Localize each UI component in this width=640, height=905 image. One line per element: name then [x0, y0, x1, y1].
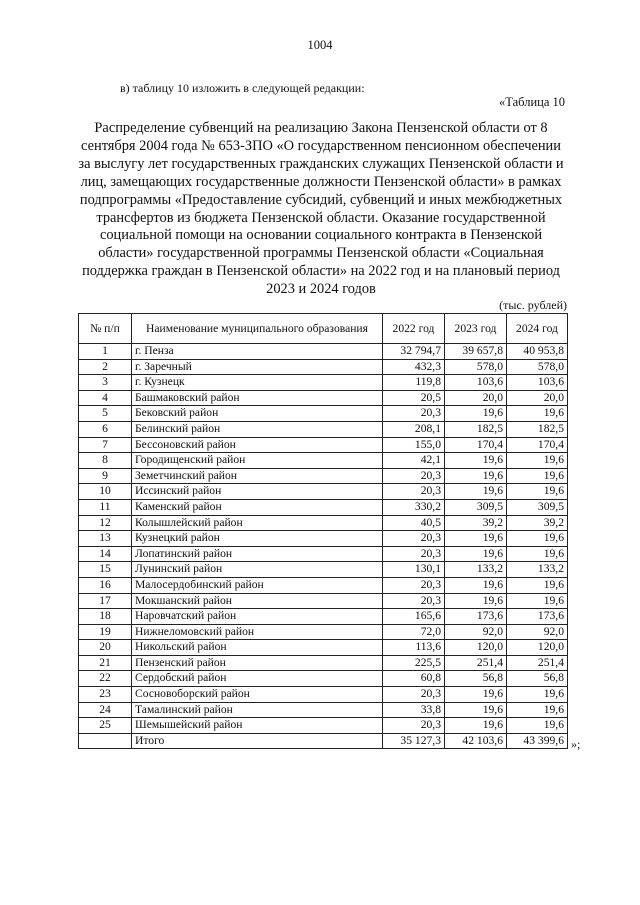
cell-name: Сосновоборский район — [132, 687, 383, 703]
table-row — [79, 718, 568, 734]
table-row — [79, 515, 568, 531]
cell-2023: 39 657,8 — [445, 344, 507, 360]
cell-2024: 578,0 — [507, 359, 568, 375]
cell-2022: 119,8 — [383, 375, 445, 391]
cell-2023: 251,4 — [445, 655, 507, 671]
header-2024: 2024 год — [507, 314, 568, 344]
cell-num: 9 — [79, 468, 132, 484]
cell-num: 12 — [79, 515, 132, 531]
cell-num: 8 — [79, 453, 132, 469]
cell-num: 4 — [79, 390, 132, 406]
table-row — [79, 359, 568, 375]
cell-2024: 19,6 — [507, 531, 568, 547]
cell-name: Пензенский район — [132, 655, 383, 671]
cell-2024: 19,6 — [507, 718, 568, 734]
document-heading: Распределение субвенций на реализацию Закона Пензенской области от 8 сентября 2004 года № 653-ЗПО «О государственном пенсионном обеспечении за выслугу лет государственных гражданских служащих Пензенской области и лиц, замещающих государственные должности Пензенской области» в рамках подпрограммы «Предоставление субсидий, субвенций и иных межбюджетных трансфертов из бюджета Пензенской области. Оказание государственной социальной помощи на основании социального контракта в Пензенской области» государственной программы Пензенской области «Социальная поддержка граждан в Пензенской области» на 2022 год и на плановый период 2023 и 2024 годов — [78, 120, 564, 298]
total-row — [79, 733, 568, 749]
cell-name: Башмаковский район — [132, 390, 383, 406]
table-row — [79, 484, 568, 500]
cell-2023: 173,6 — [445, 609, 507, 625]
cell-2024: 19,6 — [507, 577, 568, 593]
cell-2022: 20,5 — [383, 390, 445, 406]
cell-2023: 19,6 — [445, 484, 507, 500]
cell-2023: 19,6 — [445, 577, 507, 593]
cell-num: 24 — [79, 702, 132, 718]
header-num: № п/п — [79, 314, 132, 344]
table-row — [79, 609, 568, 625]
table-body — [79, 344, 568, 749]
cell-name: Колышлейский район — [132, 515, 383, 531]
table-row — [79, 499, 568, 515]
cell-2024: 19,6 — [507, 687, 568, 703]
cell-2024: 170,4 — [507, 437, 568, 453]
cell-2024: 103,6 — [507, 375, 568, 391]
cell-2024: 19,6 — [507, 593, 568, 609]
page-number: 1004 — [307, 38, 333, 52]
cell-2023: 120,0 — [445, 640, 507, 656]
table-row — [79, 655, 568, 671]
cell-2024: 173,6 — [507, 609, 568, 625]
cell-num: 25 — [79, 718, 132, 734]
cell-num — [79, 733, 132, 749]
cell-2022: 32 794,7 — [383, 344, 445, 360]
cell-num: 10 — [79, 484, 132, 500]
cell-2022: 72,0 — [383, 624, 445, 640]
cell-2023: 19,6 — [445, 406, 507, 422]
cell-name: Белинский район — [132, 421, 383, 437]
units-label: (тыс. рублей) — [499, 298, 567, 312]
cell-2024: 309,5 — [507, 499, 568, 515]
cell-2022: 130,1 — [383, 562, 445, 578]
cell-num: 15 — [79, 562, 132, 578]
closing-quote: »; — [571, 737, 581, 751]
cell-2024: 19,6 — [507, 702, 568, 718]
table-row — [79, 671, 568, 687]
table-row — [79, 344, 568, 360]
cell-2023: 39,2 — [445, 515, 507, 531]
table-row — [79, 437, 568, 453]
table-row — [79, 390, 568, 406]
cell-num: 22 — [79, 671, 132, 687]
table-row — [79, 375, 568, 391]
cell-2022: 330,2 — [383, 499, 445, 515]
cell-name: Кузнецкий район — [132, 531, 383, 547]
table-row — [79, 562, 568, 578]
cell-num: 5 — [79, 406, 132, 422]
cell-2023: 309,5 — [445, 499, 507, 515]
cell-name: Сердобский район — [132, 671, 383, 687]
cell-name: г. Пенза — [132, 344, 383, 360]
cell-2024: 133,2 — [507, 562, 568, 578]
cell-2022: 20,3 — [383, 687, 445, 703]
cell-name: Иссинский район — [132, 484, 383, 500]
cell-name: Тамалинский район — [132, 702, 383, 718]
cell-num: 2 — [79, 359, 132, 375]
cell-2022: 165,6 — [383, 609, 445, 625]
cell-num: 23 — [79, 687, 132, 703]
cell-name: Бессоновский район — [132, 437, 383, 453]
cell-num: 14 — [79, 546, 132, 562]
cell-2024: 251,4 — [507, 655, 568, 671]
cell-2023: 133,2 — [445, 562, 507, 578]
cell-num: 19 — [79, 624, 132, 640]
cell-2024: 19,6 — [507, 406, 568, 422]
cell-2022: 35 127,3 — [383, 733, 445, 749]
cell-2024: 19,6 — [507, 484, 568, 500]
cell-name: Нижнеломовский район — [132, 624, 383, 640]
cell-2022: 20,3 — [383, 577, 445, 593]
cell-2023: 19,6 — [445, 718, 507, 734]
cell-2023: 20,0 — [445, 390, 507, 406]
cell-num: 16 — [79, 577, 132, 593]
table-row — [79, 531, 568, 547]
cell-2023: 56,8 — [445, 671, 507, 687]
cell-2022: 20,3 — [383, 718, 445, 734]
cell-name: Лунинский район — [132, 562, 383, 578]
amendment-intro: в) таблицу 10 изложить в следующей редакции: — [120, 81, 365, 95]
cell-name: г. Заречный — [132, 359, 383, 375]
cell-2023: 182,5 — [445, 421, 507, 437]
cell-2024: 56,8 — [507, 671, 568, 687]
cell-name: Лопатинский район — [132, 546, 383, 562]
cell-2024: 40 953,8 — [507, 344, 568, 360]
cell-2024: 43 399,6 — [507, 733, 568, 749]
cell-2022: 20,3 — [383, 531, 445, 547]
cell-name: Мокшанский район — [132, 593, 383, 609]
table-row — [79, 468, 568, 484]
cell-2022: 40,5 — [383, 515, 445, 531]
cell-2023: 578,0 — [445, 359, 507, 375]
cell-2023: 103,6 — [445, 375, 507, 391]
table-row — [79, 593, 568, 609]
cell-num: 17 — [79, 593, 132, 609]
cell-name: Наровчатский район — [132, 609, 383, 625]
cell-num: 6 — [79, 421, 132, 437]
cell-num: 11 — [79, 499, 132, 515]
cell-name: Малосердобинский район — [132, 577, 383, 593]
cell-2022: 20,3 — [383, 593, 445, 609]
header-name: Наименование муниципального образования — [132, 314, 383, 344]
cell-2023: 19,6 — [445, 468, 507, 484]
cell-2024: 19,6 — [507, 453, 568, 469]
cell-2022: 20,3 — [383, 484, 445, 500]
cell-2024: 19,6 — [507, 546, 568, 562]
cell-2023: 19,6 — [445, 687, 507, 703]
cell-name: г. Кузнецк — [132, 375, 383, 391]
table-row — [79, 640, 568, 656]
table-row — [79, 702, 568, 718]
cell-2024: 20,0 — [507, 390, 568, 406]
cell-2022: 33,8 — [383, 702, 445, 718]
cell-name: Земетчинский район — [132, 468, 383, 484]
cell-2022: 155,0 — [383, 437, 445, 453]
header-2022: 2022 год — [383, 314, 445, 344]
cell-name: Итого — [132, 733, 383, 749]
cell-2023: 19,6 — [445, 453, 507, 469]
cell-2022: 20,3 — [383, 546, 445, 562]
header-2023: 2023 год — [445, 314, 507, 344]
cell-2024: 182,5 — [507, 421, 568, 437]
cell-num: 21 — [79, 655, 132, 671]
cell-2022: 225,5 — [383, 655, 445, 671]
cell-2023: 170,4 — [445, 437, 507, 453]
table-row — [79, 406, 568, 422]
cell-2024: 120,0 — [507, 640, 568, 656]
cell-2023: 92,0 — [445, 624, 507, 640]
cell-name: Каменский район — [132, 499, 383, 515]
table-row — [79, 577, 568, 593]
cell-2022: 208,1 — [383, 421, 445, 437]
table-reference: «Таблица 10 — [499, 95, 565, 109]
cell-num: 7 — [79, 437, 132, 453]
cell-2022: 113,6 — [383, 640, 445, 656]
cell-num: 13 — [79, 531, 132, 547]
cell-2023: 19,6 — [445, 593, 507, 609]
cell-num: 20 — [79, 640, 132, 656]
cell-name: Никольский район — [132, 640, 383, 656]
cell-2022: 20,3 — [383, 406, 445, 422]
cell-2022: 60,8 — [383, 671, 445, 687]
table-row — [79, 687, 568, 703]
cell-2023: 19,6 — [445, 531, 507, 547]
table-row — [79, 624, 568, 640]
table-header-row — [79, 314, 568, 344]
table-row — [79, 546, 568, 562]
cell-2024: 39,2 — [507, 515, 568, 531]
cell-2024: 19,6 — [507, 468, 568, 484]
cell-2022: 20,3 — [383, 468, 445, 484]
cell-2022: 432,3 — [383, 359, 445, 375]
cell-name: Шемышейский район — [132, 718, 383, 734]
cell-num: 3 — [79, 375, 132, 391]
cell-2023: 19,6 — [445, 546, 507, 562]
subvention-table — [78, 313, 568, 749]
cell-name: Бековский район — [132, 406, 383, 422]
cell-name: Городищенский район — [132, 453, 383, 469]
cell-num: 18 — [79, 609, 132, 625]
table-row — [79, 453, 568, 469]
cell-2022: 42,1 — [383, 453, 445, 469]
cell-num: 1 — [79, 344, 132, 360]
table-row — [79, 421, 568, 437]
cell-2023: 42 103,6 — [445, 733, 507, 749]
cell-2024: 92,0 — [507, 624, 568, 640]
cell-2023: 19,6 — [445, 702, 507, 718]
